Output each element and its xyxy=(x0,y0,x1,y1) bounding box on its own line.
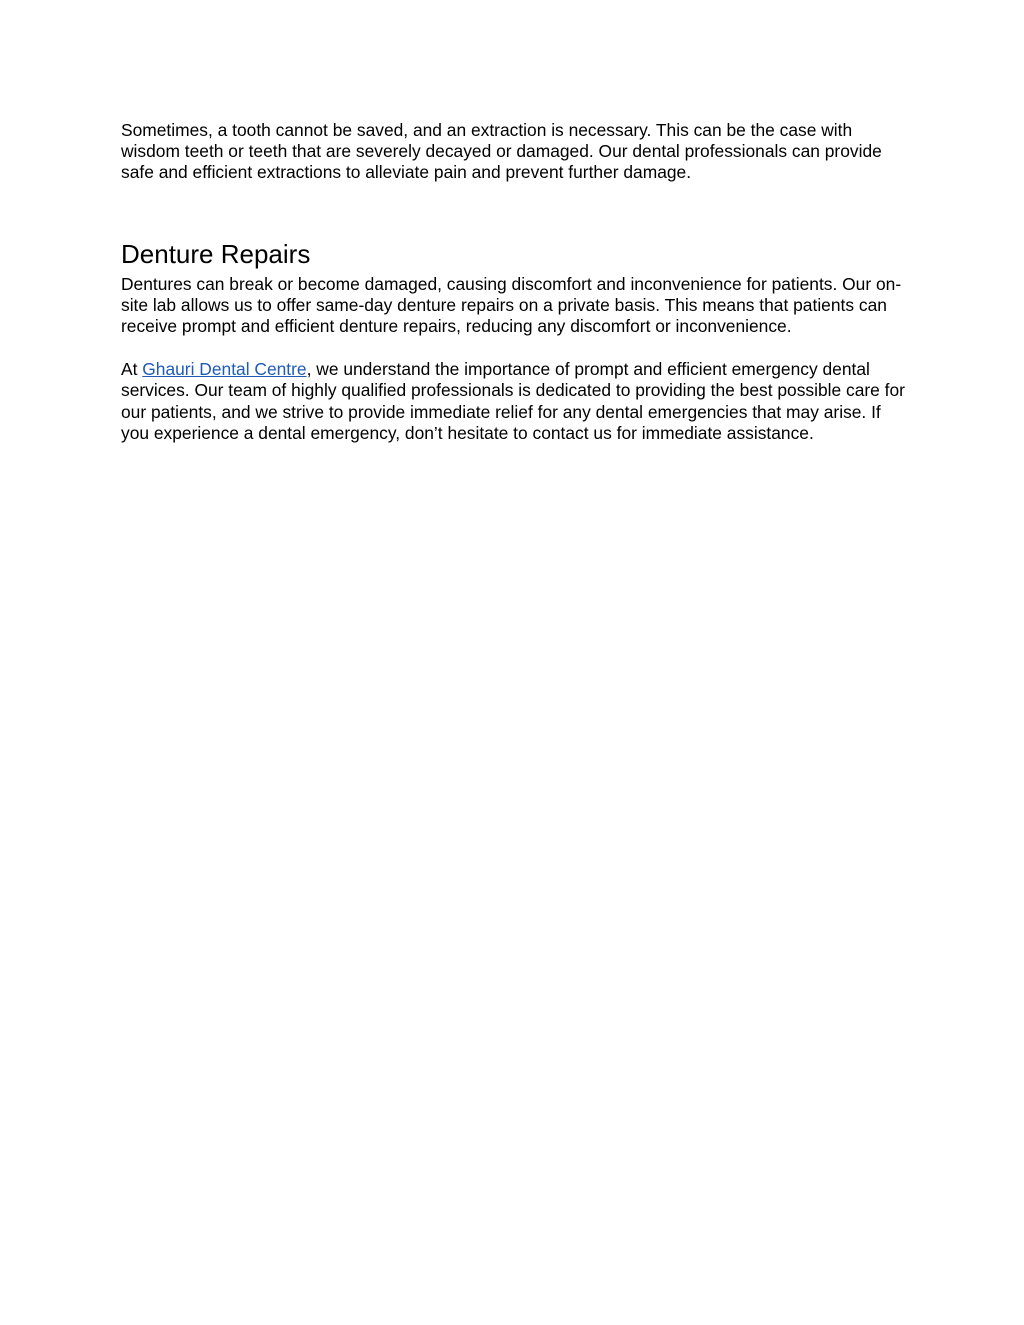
ghauri-dental-centre-link[interactable]: Ghauri Dental Centre xyxy=(142,359,307,380)
closing-prefix: At xyxy=(121,359,143,380)
closing-suffix: , we understand the importance of prompt and efficient emergency dental services. Our team of highly qualified professionals is dedicated to providing the best possible care for our patients, and we strive to provide immediate relief for any dental emergencies that may arise. If you experience a dental emergency, don’t hesitate to contact us for immediate assistance. xyxy=(121,359,905,443)
closing-paragraph xyxy=(121,359,911,444)
denture-repairs-heading: Denture Repairs xyxy=(121,238,311,269)
extraction-paragraph: Sometimes, a tooth cannot be saved, and an extraction is necessary. This can be the case with wisdom teeth or teeth that are severely decayed or damaged. Our dental professionals can provide safe and efficient extractions to alleviate pain and prevent further damage. xyxy=(121,120,882,183)
document-page xyxy=(121,120,911,444)
denture-repairs-paragraph: Dentures can break or become damaged, causing discomfort and inconvenience for patients. Our on-site lab allows us to offer same-day denture repairs on a private basis. This means that patients can receive prompt and efficient denture repairs, reducing any discomfort or inconvenience. xyxy=(121,273,902,337)
